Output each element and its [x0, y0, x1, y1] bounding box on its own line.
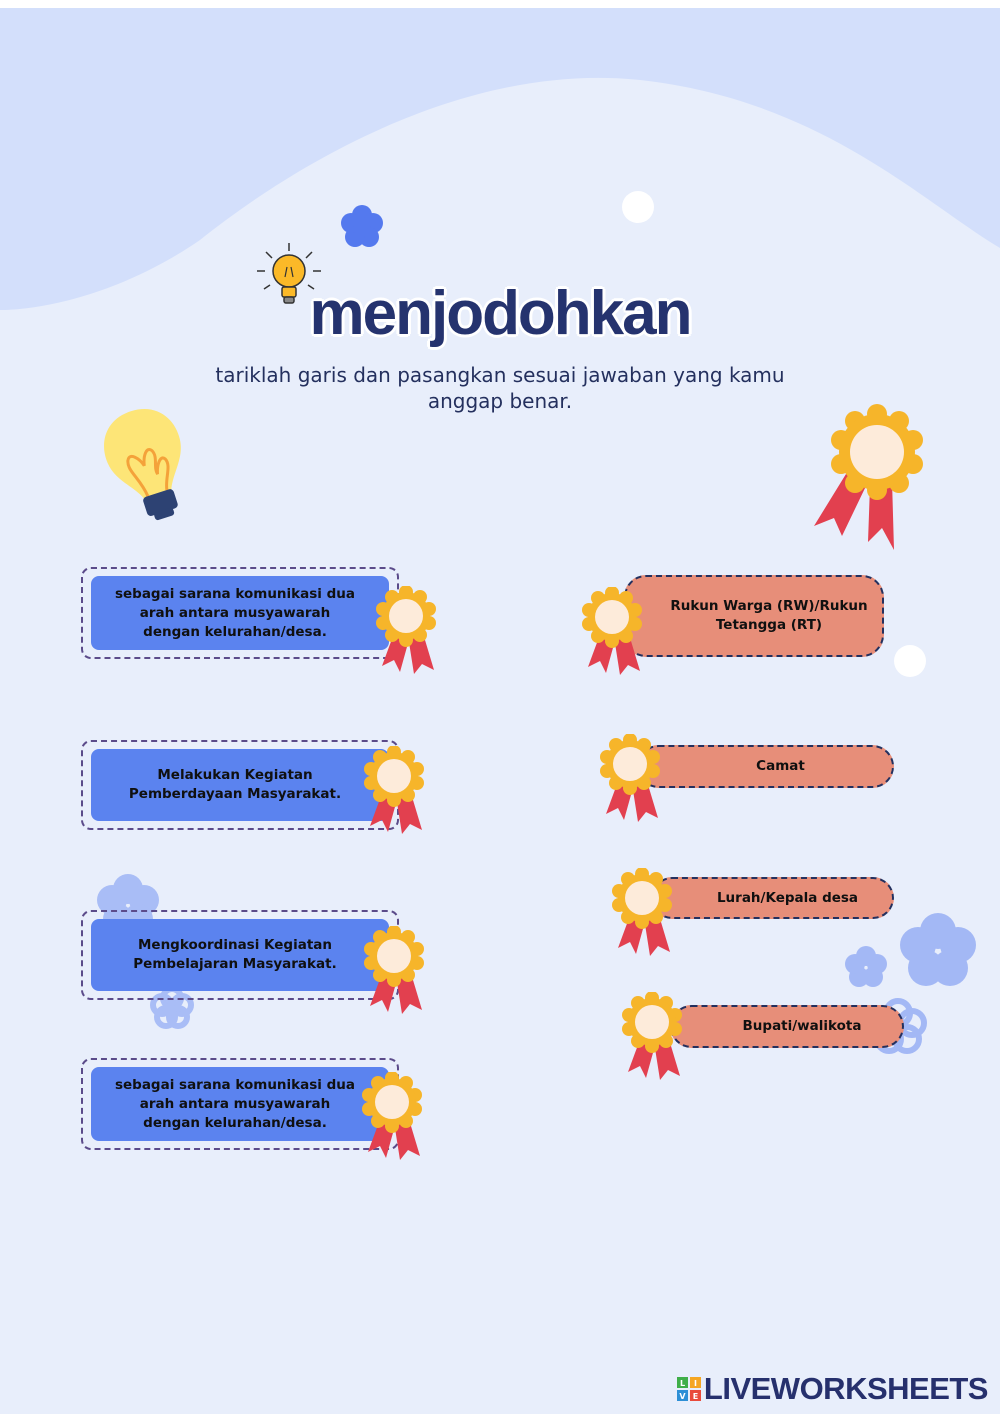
award-icon-q2 [364, 746, 430, 838]
white-dot-top [622, 191, 654, 223]
logo-letter-v: V [679, 1392, 686, 1401]
award-icon-q4 [362, 1072, 428, 1164]
award-icon-a2 [600, 734, 666, 826]
question-box-1[interactable] [81, 567, 399, 659]
question-box-3[interactable] [81, 910, 399, 1000]
award-icon-q1 [376, 586, 442, 678]
answer-box-4[interactable] [670, 1005, 904, 1048]
question-text-1: sebagai sarana komunikasi dua arah antara musyawarah dengan kelurahan/desa. [91, 576, 389, 650]
flower-icon-right-small [845, 946, 887, 987]
flower-icon-top [341, 205, 383, 247]
logo-letter-l: L [679, 1379, 685, 1388]
award-icon-a4 [622, 992, 688, 1084]
award-icon-large [808, 404, 928, 554]
award-icon-a3 [612, 868, 678, 960]
answer-text-3: Lurah/Kepala desa [716, 889, 859, 906]
logo-letter-e: E [692, 1392, 699, 1401]
page-subtitle: tariklah garis dan pasangkan sesuai jawaban yang kamu anggap benar. [215, 363, 785, 413]
lightbulb-icon-large [94, 399, 201, 529]
liveworksheets-logo-icon [677, 1377, 701, 1401]
question-text-3: Mengkoordinasi Kegiatan Pembelajaran Masyarakat. [91, 919, 389, 991]
question-text-4: sebagai sarana komunikasi dua arah antara musyawarah dengan kelurahan/desa. [91, 1067, 389, 1141]
logo-letter-i: I [693, 1379, 697, 1388]
answer-box-2[interactable] [637, 745, 894, 788]
flower-icon-right-large [900, 913, 976, 986]
question-text-2: Melakukan Kegiatan Pemberdayaan Masyarakat. [91, 749, 389, 821]
answer-box-1[interactable] [624, 575, 884, 657]
page-title: menjodohkan [309, 279, 691, 348]
answer-box-3[interactable] [651, 877, 894, 919]
award-icon-q3 [364, 926, 430, 1018]
liveworksheets-logo-text: LIVEWORKSHEETS [703, 1371, 988, 1406]
white-dot-right [894, 645, 926, 677]
award-icon-a1 [582, 587, 648, 679]
answer-text-4: Bupati/walikota [742, 1018, 862, 1034]
question-box-2[interactable] [81, 740, 399, 830]
answer-text-1: Rukun Warga (RW)/Rukun Tetangga (RT) [670, 598, 868, 633]
question-box-4[interactable] [81, 1058, 399, 1150]
answer-text-2: Camat [756, 758, 805, 774]
liveworksheets-logo[interactable] [677, 1372, 988, 1406]
